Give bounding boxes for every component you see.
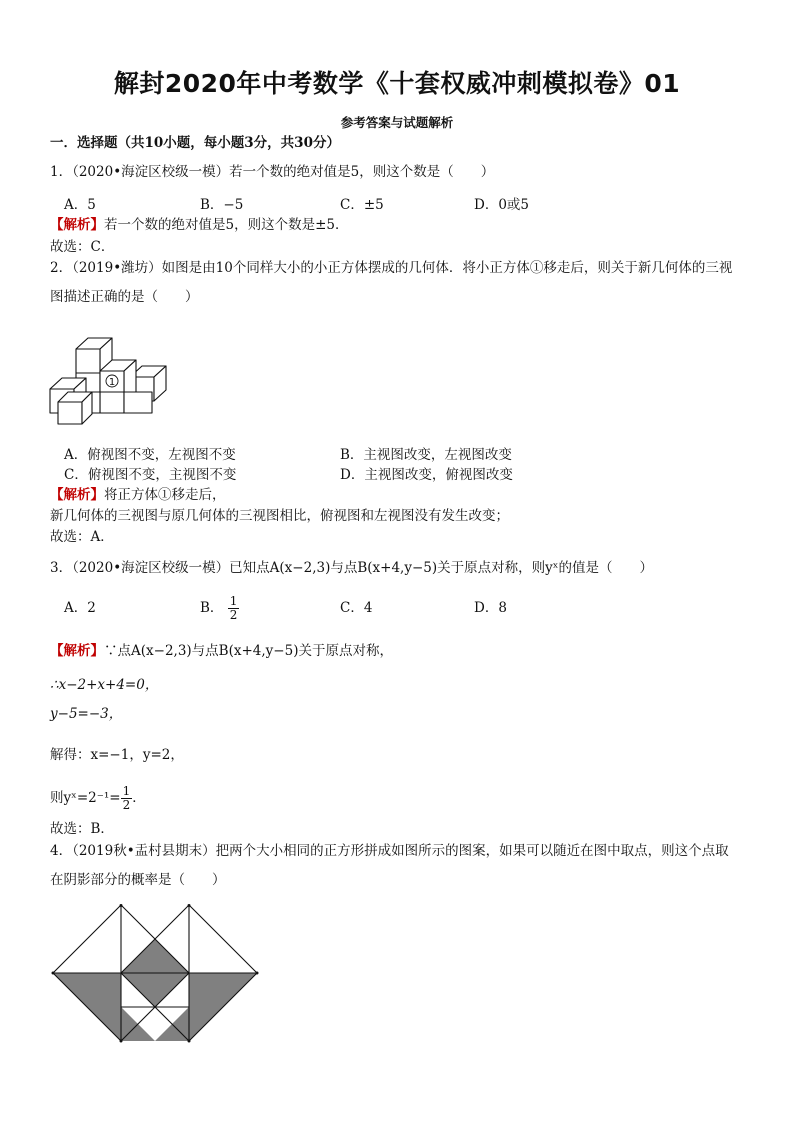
q3-option-b-fraction [228,595,240,622]
q1-option-c: C．±5 [340,197,384,213]
q2-stem-line1: 2．（2019•潍坊）如图是由10个同样大小的小正方体摆成的几何体．将小正方体①移走后，则关于新几何体的三视 [50,260,733,276]
q3-analysis-line5-text: 则yˣ=2⁻¹= [50,790,121,806]
q1-option-a: A．5 [64,197,96,213]
q1-analysis [50,216,349,234]
q4-stem-line1: 4．（2019秋•盂村县期末）把两个大小相同的正方形拼成如图所示的图案，如果可以随近在图中取点，则这个点取 [50,843,729,859]
q3-option-a: A．2 [64,600,96,616]
q2-analysis-text: 将正方体①移走后， [104,487,226,503]
q4-squares-figure [48,904,260,1044]
fraction-numerator: 1 [122,784,131,798]
fraction-numerator: 1 [229,594,238,608]
q2-option-d: D．主视图改变，俯视图改变 [340,467,513,483]
q3-stem: 3．（2020•海淀区校级一模）已知点A(x−2,3)与点B(x+4,y−5)关于原点对称，则yˣ的值是（ ） [50,560,653,576]
q3-analysis-line4: 解得：x=−1，y=2， [50,747,184,763]
q1-option-b: B．−5 [200,197,244,213]
q2-option-a: A．俯视图不变，左视图不变 [64,447,236,463]
q1-analysis-tag: 【解析】 [50,217,104,233]
q3-analysis-line5 [50,781,146,815]
q1-analysis-text: 若一个数的绝对值是5，则这个数是±5． [104,217,349,233]
q2-analysis-line2: 新几何体的三视图与原几何体的三视图相比，俯视图和左视图没有发生改变； [50,508,509,524]
fraction-denominator: 2 [122,798,131,812]
q1-option-d: D．0或5 [474,197,530,213]
q1-answer: 故选：C． [50,239,115,255]
q2-option-c: C．俯视图不变，主视图不变 [64,467,237,483]
q3-analysis-tag: 【解析】 [50,643,104,659]
q3-answer: 故选：B． [50,821,114,837]
page-subtitle: 参考答案与试题解析 [340,115,454,130]
q3-analysis-line2: ∴x−2+x+4=0， [50,677,159,693]
section-heading: 一．选择题（共10小题，每小题3分，共30分） [50,135,340,151]
svg-text:1: 1 [108,377,116,388]
q3-analysis-end: ． [132,790,146,806]
fraction-denominator: 2 [229,608,238,622]
q2-analysis-tag: 【解析】 [50,487,104,503]
q3-analysis-text: ∵点A(x−2,3)与点B(x+4,y−5)关于原点对称， [104,643,393,659]
q2-cube-figure [46,326,172,426]
q3-analysis-line3: y−5=−3， [50,706,123,722]
q2-stem-line2: 图描述正确的是（ ） [50,289,199,305]
q4-stem-line2: 在阴影部分的概率是（ ） [50,872,226,888]
q3-option-b [200,591,239,625]
q3-option-b-label: B． [200,600,224,616]
q2-option-b: B．主视图改变，左视图改变 [340,447,512,463]
q3-analysis-fraction [121,785,133,812]
q3-analysis [50,642,393,660]
q3-option-d: D．8 [474,600,507,616]
q2-analysis [50,486,226,504]
q3-option-c: C．4 [340,600,373,616]
q1-stem: 1．（2020•海淀区校级一模）若一个数的绝对值是5，则这个数是（ ） [50,164,495,180]
page-title: 解封2020年中考数学《十套权威冲刺模拟卷》01 [113,69,681,98]
q2-answer: 故选：A． [50,529,114,545]
